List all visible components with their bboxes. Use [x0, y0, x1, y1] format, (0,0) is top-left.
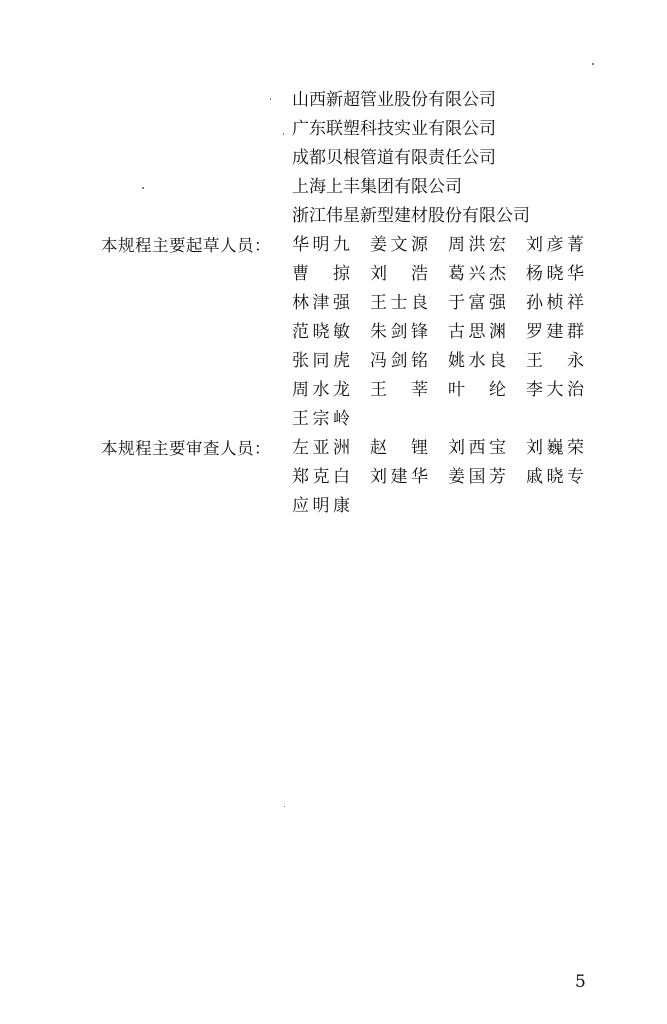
reviewer-name: 郑克白 — [292, 467, 350, 487]
reviewer-name: 刘巍荣 — [526, 438, 584, 458]
drafter-name: 周水龙 — [292, 380, 350, 400]
drafter-name: 王宗岭 — [292, 409, 350, 429]
drafter-name: 王 莘 — [370, 380, 428, 400]
company-name: 山西新超管业股份有限公司 — [292, 90, 496, 110]
name-row — [292, 318, 604, 347]
drafter-name: 孙桢祥 — [526, 293, 584, 313]
drafter-name: 叶 纶 — [448, 380, 506, 400]
name-row — [292, 434, 604, 463]
reviewer-name: 刘建华 — [370, 467, 428, 487]
scan-speck — [142, 187, 144, 189]
reviewer-name: 赵 锂 — [370, 438, 428, 458]
drafter-name: 李大治 — [526, 380, 584, 400]
drafter-name: 林津强 — [292, 293, 350, 313]
drafter-name: 葛兴杰 — [448, 264, 506, 284]
reviewers-names — [292, 434, 604, 521]
drafter-name: 姚水良 — [448, 351, 506, 371]
reviewer-name: 姜国芳 — [448, 467, 506, 487]
drafter-name: 王士良 — [370, 293, 428, 313]
drafter-name: 曹 掠 — [292, 264, 350, 284]
drafter-name: 华明九 — [292, 235, 350, 255]
company-list — [292, 86, 530, 231]
drafter-name: 冯剑铭 — [370, 351, 428, 371]
reviewer-name: 戚晓专 — [526, 467, 584, 487]
drafter-name: 刘 浩 — [370, 264, 428, 284]
drafter-name: 杨晓华 — [526, 264, 584, 284]
drafters-label: 本规程主要起草人员： — [101, 236, 271, 255]
name-row — [292, 347, 604, 376]
name-row — [292, 463, 604, 492]
name-row — [292, 289, 604, 318]
scan-speck — [270, 98, 271, 100]
drafters-names — [292, 231, 604, 434]
name-row — [292, 492, 604, 521]
company-name: 广东联塑科技实业有限公司 — [292, 119, 496, 139]
scan-speck — [592, 63, 594, 65]
scan-speck — [284, 806, 285, 807]
drafter-name: 周洪宏 — [448, 235, 506, 255]
drafter-name: 张同虎 — [292, 351, 350, 371]
drafter-name: 古思渊 — [448, 322, 506, 342]
page-number: 5 — [575, 972, 586, 992]
name-row — [292, 231, 604, 260]
drafter-name: 于富强 — [448, 293, 506, 313]
scan-speck — [283, 133, 284, 135]
drafter-name: 罗建群 — [526, 322, 584, 342]
name-row — [292, 376, 604, 405]
reviewer-name: 左亚洲 — [292, 438, 350, 458]
drafter-name: 王 永 — [526, 351, 584, 371]
reviewer-name: 应明康 — [292, 496, 350, 516]
reviewers-label: 本规程主要审查人员： — [101, 439, 271, 458]
company-name: 上海上丰集团有限公司 — [292, 177, 462, 197]
drafter-name: 刘彦菁 — [526, 235, 584, 255]
company-name: 成都贝根管道有限责任公司 — [292, 148, 496, 168]
drafter-name: 范晓敏 — [292, 322, 350, 342]
company-name: 浙江伟星新型建材股份有限公司 — [292, 206, 530, 226]
name-row — [292, 260, 604, 289]
drafter-name: 姜文源 — [370, 235, 428, 255]
reviewer-name: 刘西宝 — [448, 438, 506, 458]
drafter-name: 朱剑锋 — [370, 322, 428, 342]
name-row — [292, 405, 604, 434]
